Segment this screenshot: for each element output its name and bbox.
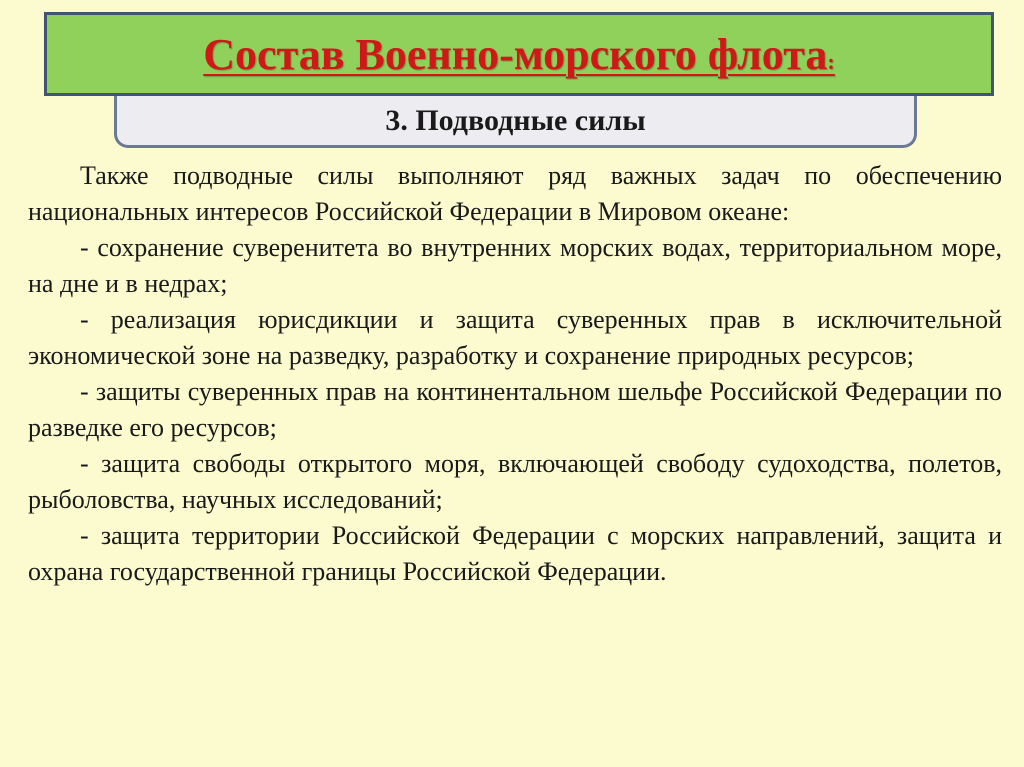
body-paragraph-open-sea: - защита свободы открытого моря, включающей свободу судоходства, полетов, рыболовства, научных исследований; bbox=[28, 449, 1002, 514]
body-paragraph-jurisdiction: - реализация юрисдикции и защита суверенных прав в исключительной экономической зоне на разведку, разработку и сохранение природных ресурсов; bbox=[28, 305, 1002, 370]
title-banner bbox=[44, 12, 994, 96]
body-paragraph-intro: Также подводные силы выполняют ряд важных задач по обеспечению национальных интересов Российской Федерации в Мировом океане: bbox=[28, 161, 1002, 226]
body-paragraph-territory: - защита территории Российской Федерации с морских направлений, защита и охрана государственной границы Российской Федерации. bbox=[28, 521, 1002, 586]
body-paragraph-shelf: - защиты суверенных прав на континентальном шельфе Российской Федерации по разведке его ресурсов; bbox=[28, 377, 1002, 442]
slide-title-text: Состав Военно-морского флота bbox=[203, 29, 828, 79]
body-paragraph-sovereignty: - сохранение суверенитета во внутренних морских водах, территориальном море, на дне и в недрах; bbox=[28, 233, 1002, 298]
slide-title-colon: : bbox=[827, 48, 835, 74]
subtitle-banner bbox=[114, 88, 917, 148]
slide-title bbox=[203, 29, 834, 80]
slide-subtitle: 3. Подводные силы bbox=[385, 103, 646, 137]
slide-body bbox=[28, 158, 1002, 590]
